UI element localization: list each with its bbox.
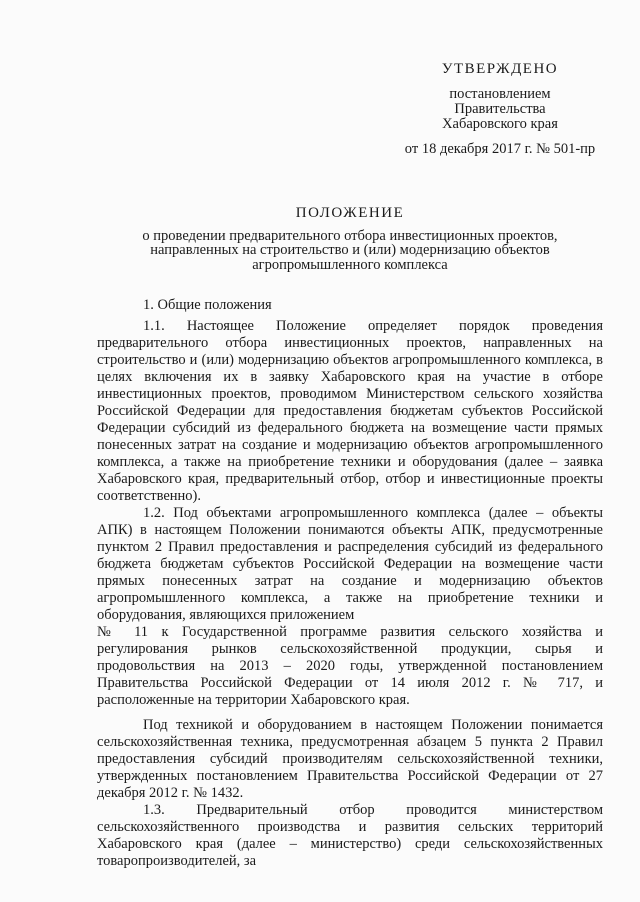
paragraph: 1.1. Настоящее Положение определяет порядок проведения предварительного отбора инвестиционных проектов, направленных на строительство и (или) модернизацию объектов агропромышленного комплекса, в целях включения их в заявку Хабаровского края на участие в отборе инвестиционных проектов, проводимом Министерством сельского хозяйства Российской Федерации для предоставления бюджетам субъектов Российской Федерации субсидий из федерального бюджета на возмещение части прямых понесенных затрат на создание и модернизацию объектов агропромышленного комплекса, а также на приобретение техники и оборудования (далее – заявка Хабаровского края, предварительный отбор, отбор и инвестиционные проекты соответственно). [97,318,603,504]
paragraph: 1.3. Предварительный отбор проводится министерством сельскохозяйственного производства и развития сельских территорий Хабаровского края (далее – министерство) среди сельскохозяйственных товаропроизводителей, за [97,802,603,869]
approval-line: Правительства [454,101,546,117]
approval-heading: УТВЕРЖДЕНО [441,61,559,77]
paragraph: Под техникой и оборудованием в настоящем Положении понимается сельскохозяйственная техника, предусмотренная абзацем 5 пункта 2 Правил предоставления субсидий производителям сельскохозяйственной техники, утвержденных постановлением Правительства Российской Федерации от 27 декабря 2012 г. № 1432. [97,717,603,801]
document-subtitle: направленных на строительство и (или) модернизацию объектов [150,242,550,258]
document-subtitle: о проведении предварительного отбора инвестиционных проектов, [142,227,558,244]
approval-line: Хабаровского края [442,116,558,132]
approval-stamp [390,62,610,157]
approval-line: постановлением [449,86,551,102]
paragraph: № 11 к Государственной программе развития сельского хозяйства и регулирования рынков сельскохозяйственной продукции, сырья и продовольствия на 2013 – 2020 годы, утвержденной постановлением Правительства Российской Федерации от 14 июля 2012 г. № 717, и расположенные на территории Хабаровского края. [97,624,603,708]
section-heading: 1. Общие положения [143,297,272,313]
document-body [97,297,603,870]
document-subtitle: агропромышленного комплекса [252,256,448,273]
document-title-block [60,206,640,272]
document-title: ПОЛОЖЕНИЕ [295,205,405,221]
paragraph: 1.2. Под объектами агропромышленного комплекса (далее – объекты АПК) в настоящем Положении понимаются объекты АПК, предусмотренные пунктом 2 Правил предоставления и распределения субсидий из федерального бюджета бюджетам субъектов Российской Федерации на возмещение части прямых понесенных затрат на создание и модернизацию объектов агропромышленного комплекса, а также на приобретение техники и оборудования, являющихся приложением [97,505,603,623]
approval-date: от 18 декабря 2017 г. № 501-пр [404,141,596,157]
